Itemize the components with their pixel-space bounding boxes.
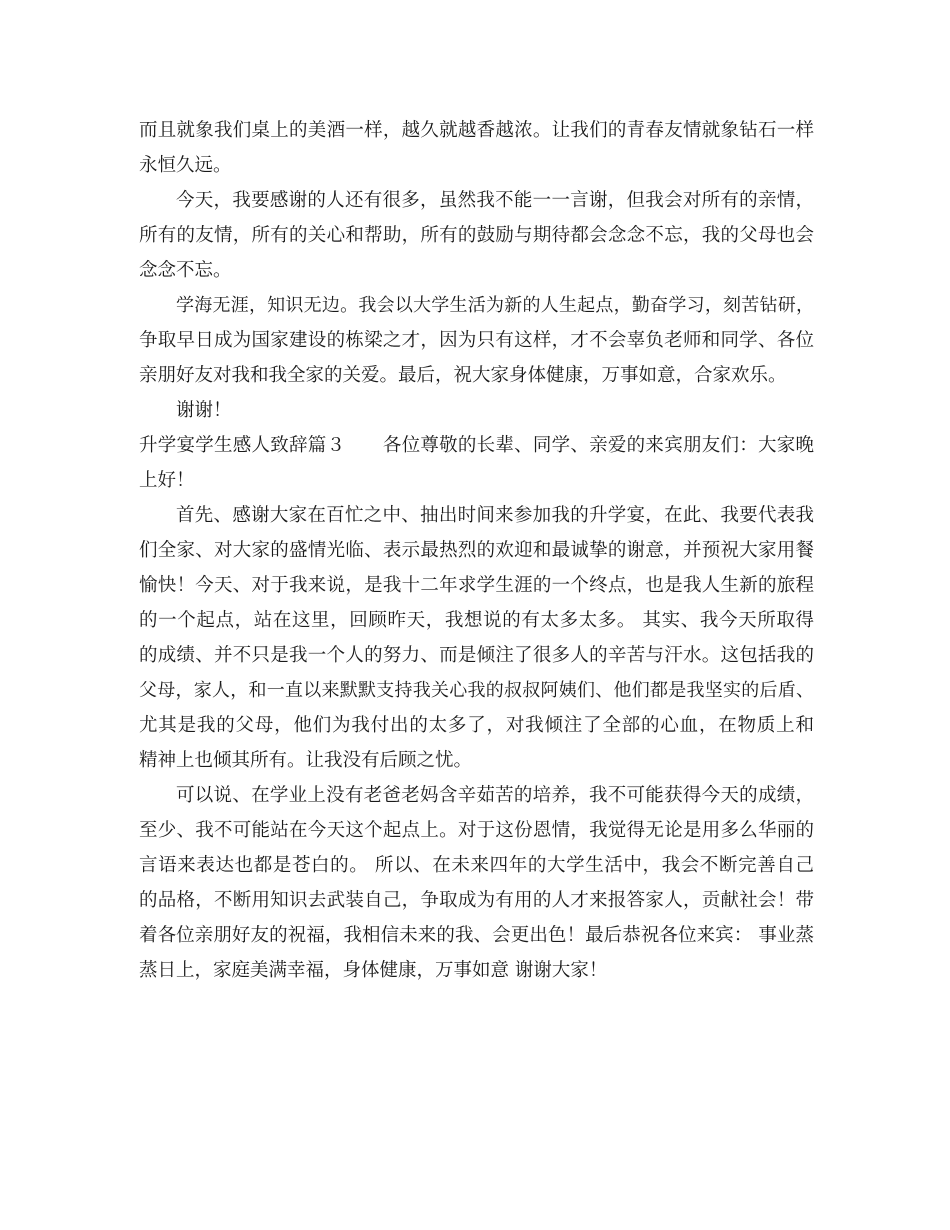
paragraph-start-line: 首先、感谢大家在百忙之中、抽出时间来参加我的升学宴，在此、我要代表我 xyxy=(176,505,814,526)
text-line: 尤其是我的父母，他们为我付出的太多了，对我倾注了全部的心血，在物质上和 xyxy=(139,715,814,736)
text-line: 上好！ xyxy=(139,470,195,491)
paragraph-start-line: 可以说、在学业上没有老爸老妈含辛茹苦的培养，我不可能获得今天的成绩， xyxy=(176,785,814,806)
text-line: 的品格，不断用知识去武装自己，争取成为有用的人才来报答家人，贡献社会！带 xyxy=(139,890,814,911)
document-body xyxy=(139,113,814,988)
text-line: 念念不忘。 xyxy=(139,260,232,281)
text-line: 精神上也倾其所有。让我没有后顾之忧。 xyxy=(139,750,473,771)
text-line: 而且就象我们桌上的美酒一样，越久就越香越浓。让我们的青春友情就象钻石一样 xyxy=(139,120,814,141)
text-line: 愉快！今天、对于我来说，是我十二年求学生涯的一个终点，也是我人生新的旅程 xyxy=(139,575,814,596)
text-line: 争取早日成为国家建设的栋梁之才，因为只有这样，才不会辜负老师和同学、各位 xyxy=(139,330,814,351)
text-line: 蒸日上，家庭美满幸福，身体健康，万事如意 谢谢大家！ xyxy=(139,960,608,981)
paragraph-start-line: 学海无涯，知识无边。我会以大学生活为新的人生起点，勤奋学习，刻苦钻研， xyxy=(176,295,814,316)
text-line: 至少、我不可能站在今天这个起点上。对于这份恩情，我觉得无论是用多么华丽的 xyxy=(139,820,814,841)
text-line: 父母，家人，和一直以来默默支持我关心我的叔叔阿姨们、他们都是我坚实的后盾、 xyxy=(139,680,814,701)
text-line: 亲朋好友对我和我全家的关爱。最后，祝大家身体健康，万事如意，合家欢乐。 xyxy=(139,365,787,386)
text-line: 们全家、对大家的盛情光临、表示最热烈的欢迎和最诚挚的谢意，并预祝大家用餐 xyxy=(139,540,814,561)
text-line: 的一个起点，站在这里，回顾昨天，我想说的有太多太多。 其实、我今天所取得 xyxy=(139,610,814,631)
text-line: 着各位亲朋好友的祝福，我相信未来的我、会更出色！最后恭祝各位来宾： 事业蒸 xyxy=(139,925,814,946)
text-line: 的成绩、并不只是我一个人的努力、而是倾注了很多人的辛苦与汗水。这包括我的 xyxy=(139,645,814,666)
paragraph-start-line: 今天，我要感谢的人还有很多，虽然我不能一一言谢，但我会对所有的亲情， xyxy=(176,190,814,211)
paragraph-start-line: 谢谢！ xyxy=(176,400,232,421)
text-line: 言语来表达也都是苍白的。 所以、在未来四年的大学生活中，我会不断完善自己 xyxy=(139,855,814,876)
text-line: 永恒久远。 xyxy=(139,155,232,176)
text-line: 所有的友情，所有的关心和帮助，所有的鼓励与期待都会念念不忘，我的父母也会 xyxy=(139,225,814,246)
section-heading-line: 升学宴学生感人致辞篇３ 各位尊敬的长辈、同学、亲爱的来宾朋友们：大家晚 xyxy=(139,435,814,456)
